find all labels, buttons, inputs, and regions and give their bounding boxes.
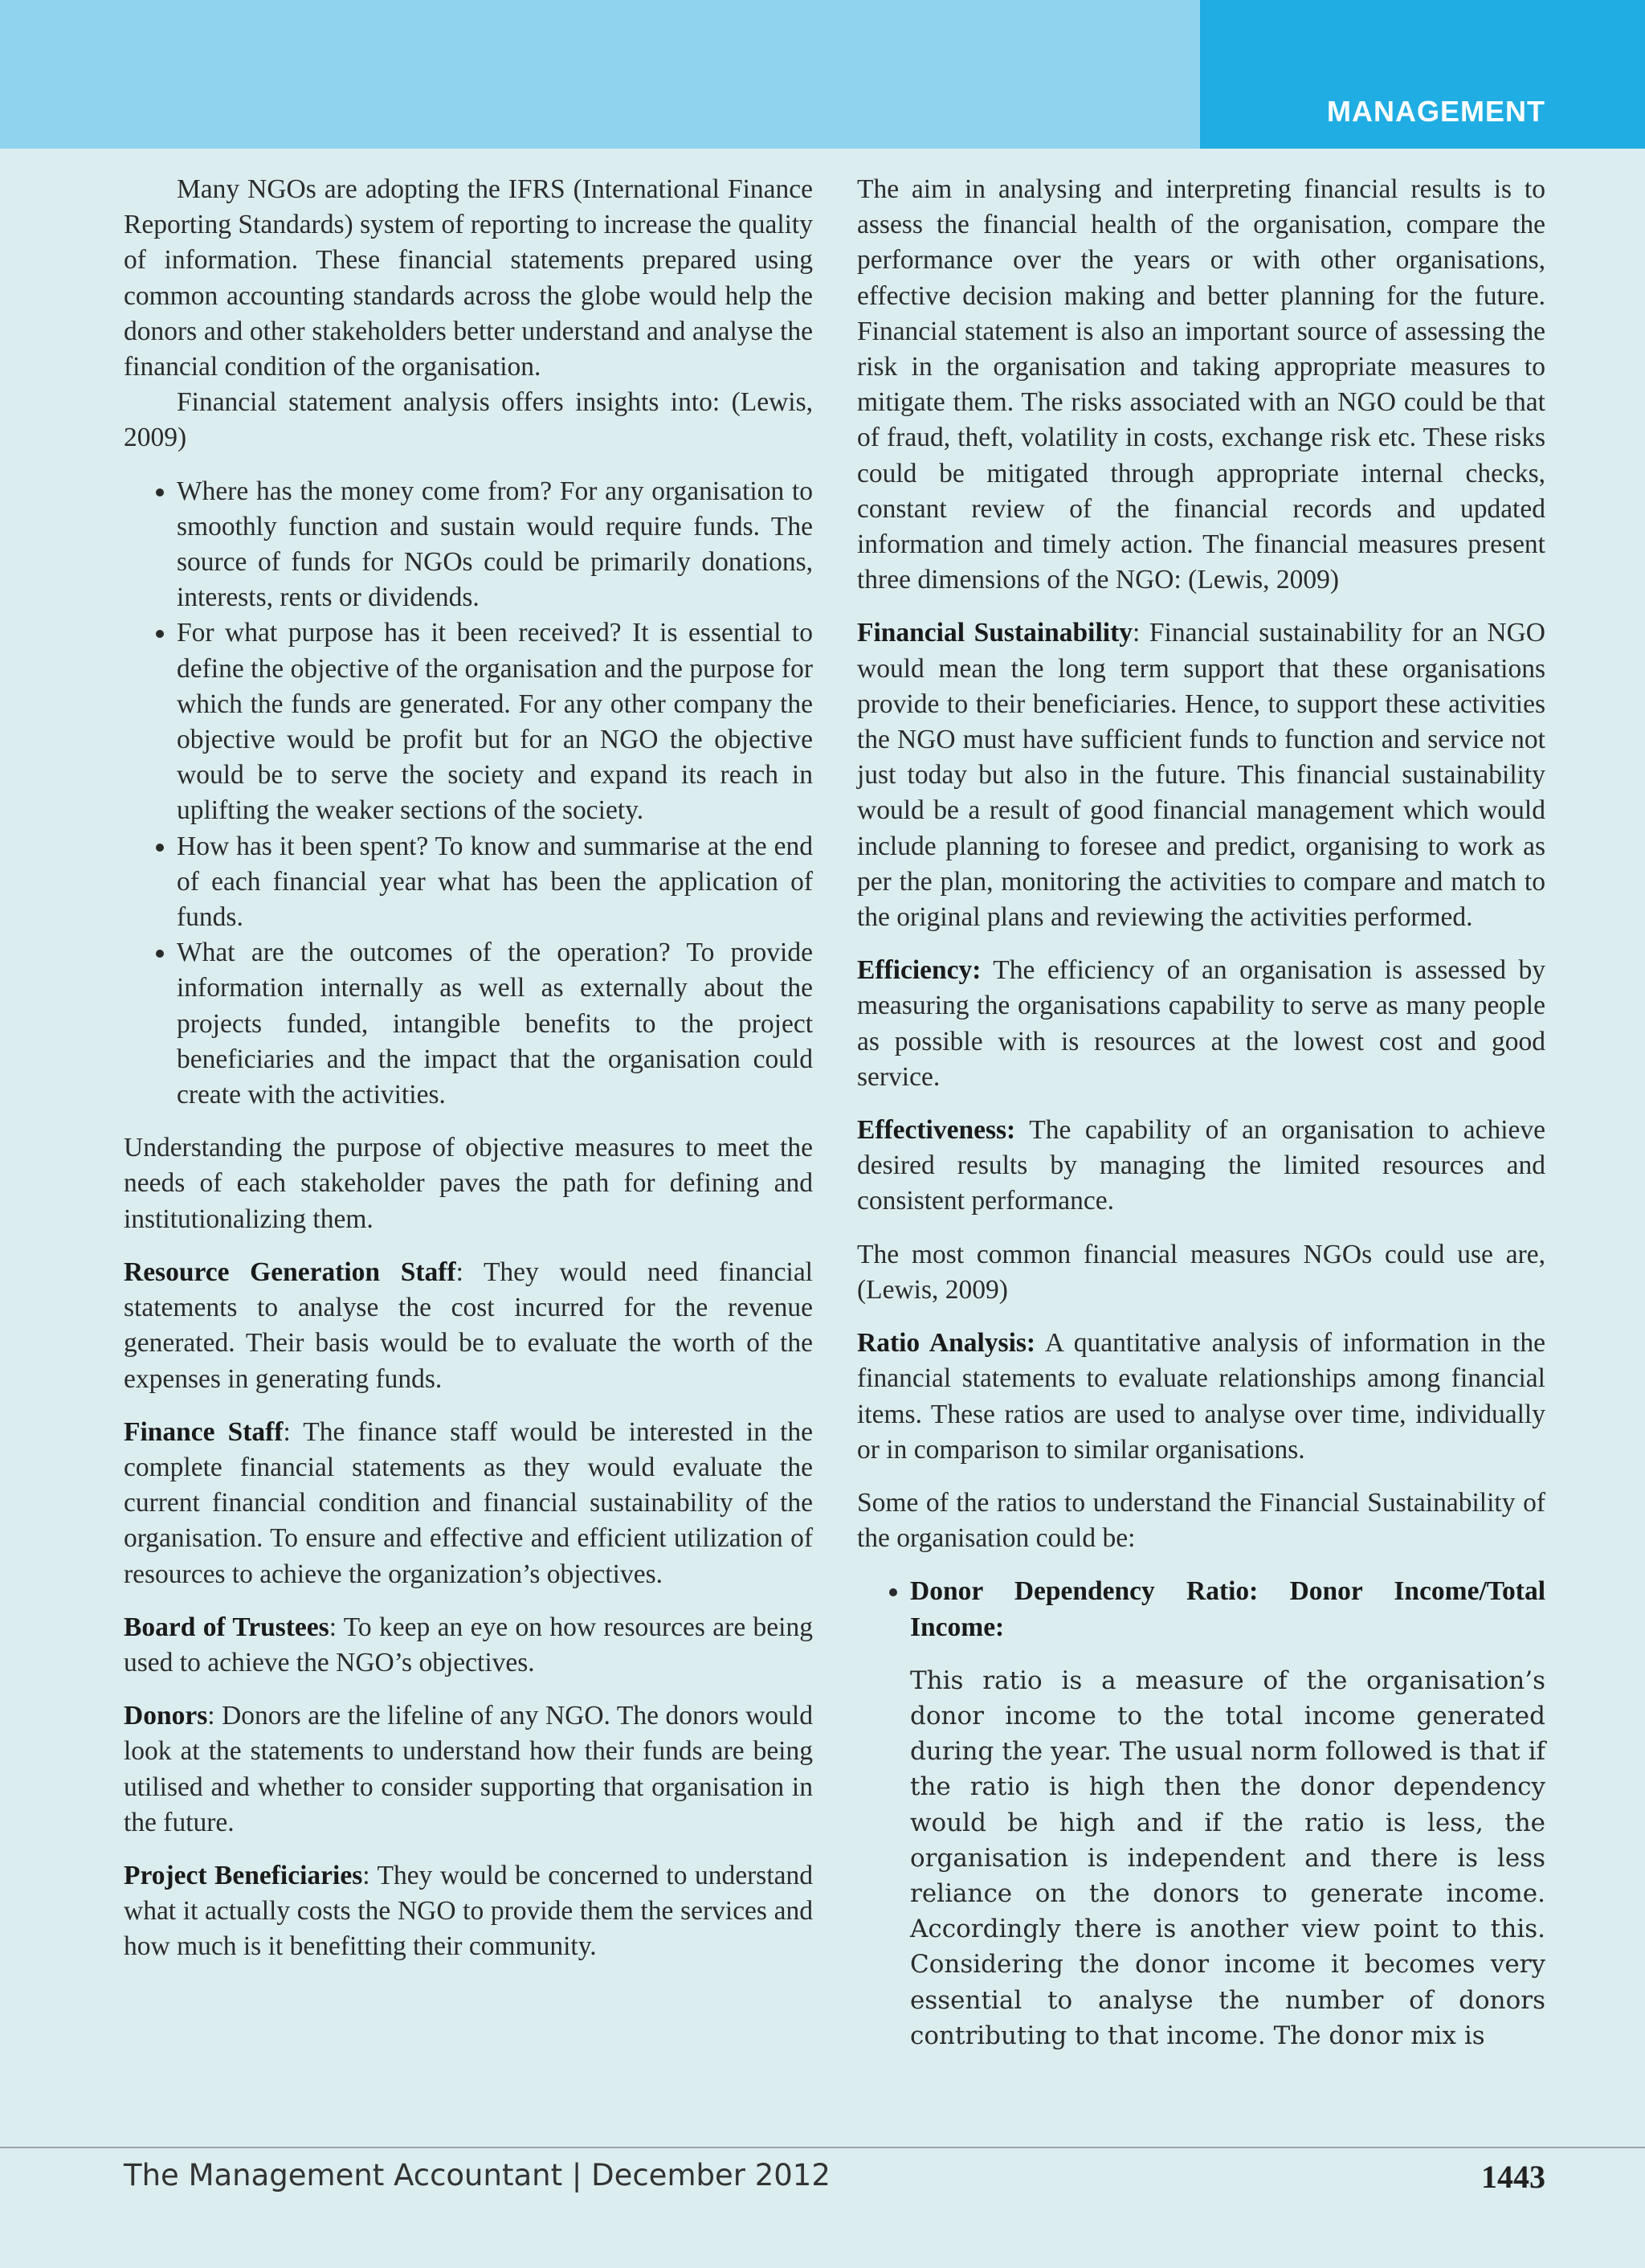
some-ratios-paragraph: Some of the ratios to understand the Financial Sustainability of the organisation could be: [857,1487,1545,1554]
definition: : The finance staff would be interested in the complete financial statements as they would evaluate the current financial condition and financial sustainability of the organisation. To ensure and effective and efficient utilization of resources to achieve the organization’s objectives. [124,1416,813,1589]
definition: A quantitative analysis of information in the financial statements to evaluate relationships among financial items. These ratios are used to analyse over time, individually or in comparison to similar organisations. [857,1328,1545,1465]
understanding-paragraph: Understanding the purpose of objective measures to meet the needs of each stakeholder paves the path for defining and institutionalizing them. [124,1133,813,1234]
footer-divider [0,2147,1645,2148]
donor-ratio-paragraph: This ratio is a measure of the organisation’s donor income to the total income generated during the year. The usual norm followed is that if the ratio is high then the donor dependency would be high and if the ratio is less, the organisation is independent and there is less reliance on the donors to generate income. Accordingly there is another view point to this. Considering the donor income it becomes very essential to analyse the number of donors contributing to that income. The donor mix is [910,1665,1545,2050]
definition: The capability of an organisation to achieve desired results by managing the limited resources and consistent performance. [857,1115,1545,1216]
list-item: • For what purpose has it been received? It is essential to define the objective of the organisation and the purpose for which the funds are generated. For any other company the objective would be profit but for an NGO the objective would be to serve the society and expand its reach in uplifting the weaker sections of the society. [177,615,813,828]
term: Donors [124,1701,208,1731]
term: Board of Trustees [124,1612,329,1642]
term: Project Beneficiaries [124,1860,363,1890]
section-label: MANAGEMENT [1327,95,1545,128]
journal-name: The Management Accountant | December 2012 [124,2158,831,2192]
common-measures-paragraph: The most common financial measures NGOs could use are, (Lewis, 2009) [857,1239,1545,1305]
project-beneficiaries-paragraph [124,1858,813,1965]
list-item [910,1574,1545,1645]
finance-staff-paragraph [124,1415,813,1592]
efficiency-paragraph [857,953,1545,1095]
ratio-list [857,1574,1545,1645]
definition: : Donors are the lifeline of any NGO. The donors would look at the statements to understand how their funds are being utilised and whether to consider supporting that organisation in the future. [124,1701,813,1837]
term: Finance Staff [124,1416,284,1447]
definition: : To keep an eye on how resources are being used to achieve the NGO’s objectives. [124,1612,813,1678]
intro-paragraph: Many NGOs are adopting the IFRS (International Finance Reporting Standards) system of reporting to increase the quality of information. These financial statements prepared using common accounting standards across the globe would help the donors and other stakeholders better understand and analyse the financial condition of the organisation. [124,174,813,382]
donors-paragraph [124,1698,813,1841]
term: Financial Sustainability [857,618,1133,648]
resource-generation-paragraph [124,1255,813,1397]
term: Resource Generation Staff [124,1257,456,1287]
financial-sustainability-paragraph [857,615,1545,935]
definition: : Financial sustainability for an NGO would mean the long term support that these organisations provide to their beneficiaries. Hence, to support these activities the NGO must have sufficient funds to function and service not just today but also in the future. This financial sustainability would be a result of good financial management which would include planning to foresee and predict, organising to work as per the plan, monitoring the activities to compare and match to the original plans and reviewing the activities performed. [857,618,1545,933]
list-item: • What are the outcomes of the operation? To provide information internally as well as externally about the projects funded, intangible benefits to the project beneficiaries and the impact that the organisation could create with the activities. [177,935,813,1113]
ratio-analysis-paragraph [857,1326,1545,1468]
insights-paragraph: Financial statement analysis offers insights into: (Lewis, 2009) [124,387,813,453]
definition: The efficiency of an organisation is assessed by measuring the organisations capability to serve as many people as possible with is resources at the lowest cost and good service. [857,955,1545,1092]
header-banner [0,0,1200,149]
aim-paragraph: The aim in analysing and interpreting financial results is to assess the financial health of the organisation, compare the performance over the years or with other organisations, effective decision making and better planning for the future. Financial statement is also an important source of assessing the risk in the organisation and taking appropriate measures to mitigate them. The risks associated with an NGO could be that of fraud, theft, volatility in costs, exchange risk etc. These risks could be mitigated through appropriate internal checks, constant review of the financial records and updated information and timely action. The financial measures present three dimensions of the NGO: (Lewis, 2009) [857,174,1545,595]
effectiveness-paragraph [857,1113,1545,1220]
term: Effectiveness: [857,1115,1016,1146]
list-item: • Where has the money come from? For any organisation to smoothly function and sustain would require funds. The source of funds for NGOs could be primarily donations, interests, rents or dividends. [177,474,813,616]
term: Ratio Analysis: [857,1328,1036,1359]
term: Efficiency: [857,955,982,986]
definition: : They would be concerned to understand what it actually costs the NGO to provide them the services and how much is it benefitting their community. [124,1860,813,1962]
board-of-trustees-paragraph [124,1610,813,1681]
right-column [857,172,1545,2053]
list-item: • How has it been spent? To know and summarise at the end of each financial year what has been the application of funds. [177,829,813,936]
definition: : They would need financial statements to analyse the cost incurred for the revenue generated. Their basis would be to evaluate the worth of the expenses in generating funds. [124,1257,813,1394]
left-column [124,172,813,1983]
page-number: 1443 [1481,2159,1545,2195]
insights-list [124,474,813,1114]
ratio-title: Donor Dependency Ratio: Donor Income/Total Income: [910,1576,1545,1642]
